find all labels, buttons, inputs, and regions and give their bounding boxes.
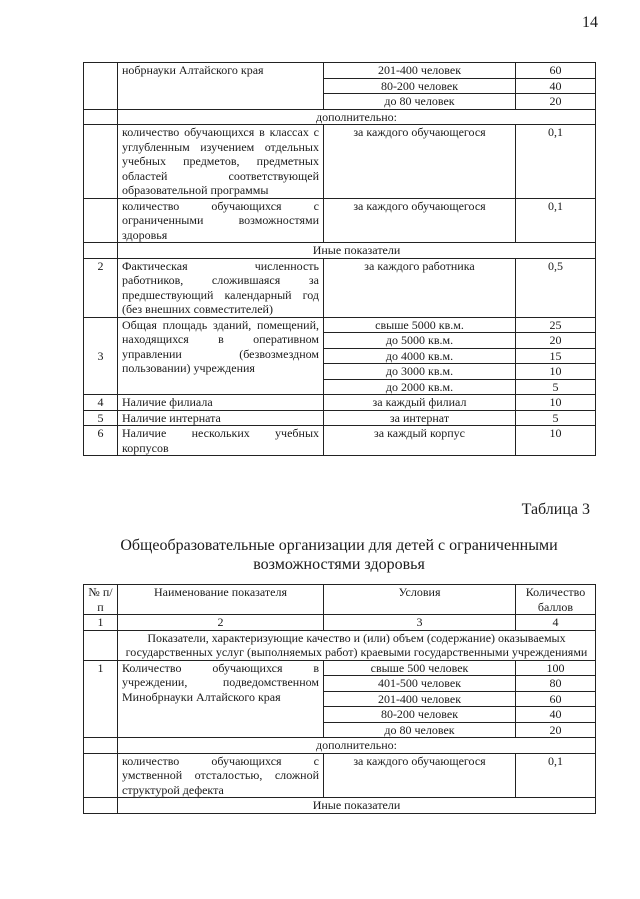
table-row [84,426,596,456]
header-num: № п/п [84,585,118,615]
score-cell: 40 [516,707,596,723]
row-number: 6 [84,426,118,456]
header-row [84,585,596,615]
table-row [84,317,596,333]
condition-cell: 80-200 человек [324,78,516,94]
score-cell: 0,5 [516,258,596,317]
section-row [84,798,596,814]
score-cell: 40 [516,78,596,94]
score-cell: 10 [516,426,596,456]
other-indicators-label: Иные показатели [118,798,596,814]
score-cell: 20 [516,333,596,349]
indicator-name: Наличие нескольких учебных корпусов [118,426,324,456]
condition-cell: за каждого обучающегося [324,753,516,798]
row-number: 5 [84,410,118,426]
indicator-name: количество обучающихся с умственной отсталостью, сложной структурой дефекта [118,753,324,798]
section-row [84,243,596,259]
table-title: Общеобразовательные организации для детей с ограниченными возможностями здоровья [120,537,558,573]
section-row [84,630,596,660]
score-cell: 0,1 [516,125,596,199]
row-number: 1 [84,660,118,738]
other-indicators-label: Иные показатели [118,243,596,259]
score-cell: 80 [516,676,596,692]
indicator-name: количество обучающихся с ограниченными возможностями здоровья [118,198,324,243]
table-row [84,660,596,676]
table-row [84,258,596,317]
indicator-name: количество обучающихся в классах с углубленным изучением отдельных учебных предметов, предметных областей соответствующей образовательной программы [118,125,324,199]
indicator-name: нобрнауки Алтайского края [118,63,324,110]
row-number: 2 [84,258,118,317]
condition-cell: до 3000 кв.м. [324,364,516,380]
condition-cell: за каждого работника [324,258,516,317]
column-number: 1 [84,615,118,631]
header-indicator: Наименование показателя [118,585,324,615]
score-cell: 60 [516,63,596,79]
header-conditions: Условия [324,585,516,615]
section-heading: Показатели, характеризующие качество и (или) объем (содержание) оказываемых государственных услуг (выполняемых работ) краевыми государственными учреждениями [118,630,596,660]
condition-cell: за каждого обучающегося [324,198,516,243]
score-cell: 100 [516,660,596,676]
indicator-name: Наличие интерната [118,410,324,426]
condition-cell: до 2000 кв.м. [324,379,516,395]
score-cell: 25 [516,317,596,333]
table-row [84,63,596,79]
score-cell: 0,1 [516,753,596,798]
table-row [84,410,596,426]
condition-cell: 201-400 человек [324,691,516,707]
score-cell: 5 [516,410,596,426]
condition-cell: за каждый филиал [324,395,516,411]
condition-cell: свыше 500 человек [324,660,516,676]
score-cell: 20 [516,722,596,738]
column-number: 4 [516,615,596,631]
table-row [84,198,596,243]
column-number-row [84,615,596,631]
criteria-table-3 [83,584,596,814]
criteria-table-continued [83,62,596,456]
score-cell: 15 [516,348,596,364]
indicator-name: Общая площадь зданий, помещений, находящихся в оперативном управлении (безвозмездном пользовании) учреждения [118,317,324,395]
table-row [84,395,596,411]
score-cell: 5 [516,379,596,395]
condition-cell: 201-400 человек [324,63,516,79]
additional-label: дополнительно: [118,738,596,754]
condition-cell: 80-200 человек [324,707,516,723]
score-cell: 60 [516,691,596,707]
table-number: Таблица 3 [521,501,590,518]
column-number: 3 [324,615,516,631]
condition-cell: за каждый корпус [324,426,516,456]
table-row [84,125,596,199]
row-number: 4 [84,395,118,411]
score-cell: 0,1 [516,198,596,243]
condition-cell: до 5000 кв.м. [324,333,516,349]
section-row [84,109,596,125]
indicator-name: Количество обучающихся в учреждении, подведомственном Минобрнауки Алтайского края [118,660,324,738]
column-number: 2 [118,615,324,631]
condition-cell: 401-500 человек [324,676,516,692]
score-cell: 10 [516,395,596,411]
condition-cell: до 4000 кв.м. [324,348,516,364]
score-cell: 20 [516,94,596,110]
page-number: 14 [582,14,598,31]
table-row [84,753,596,798]
condition-cell: свыше 5000 кв.м. [324,317,516,333]
condition-cell: за интернат [324,410,516,426]
score-cell: 10 [516,364,596,380]
additional-label: дополнительно: [118,109,596,125]
indicator-name: Наличие филиала [118,395,324,411]
indicator-name: Фактическая численность работников, сложившаяся за предшествующий календарный год (без внешних совместителей) [118,258,324,317]
condition-cell: за каждого обучающегося [324,125,516,199]
condition-cell: до 80 человек [324,722,516,738]
header-score: Количество баллов [516,585,596,615]
condition-cell: до 80 человек [324,94,516,110]
section-row [84,738,596,754]
row-number: 3 [84,317,118,395]
